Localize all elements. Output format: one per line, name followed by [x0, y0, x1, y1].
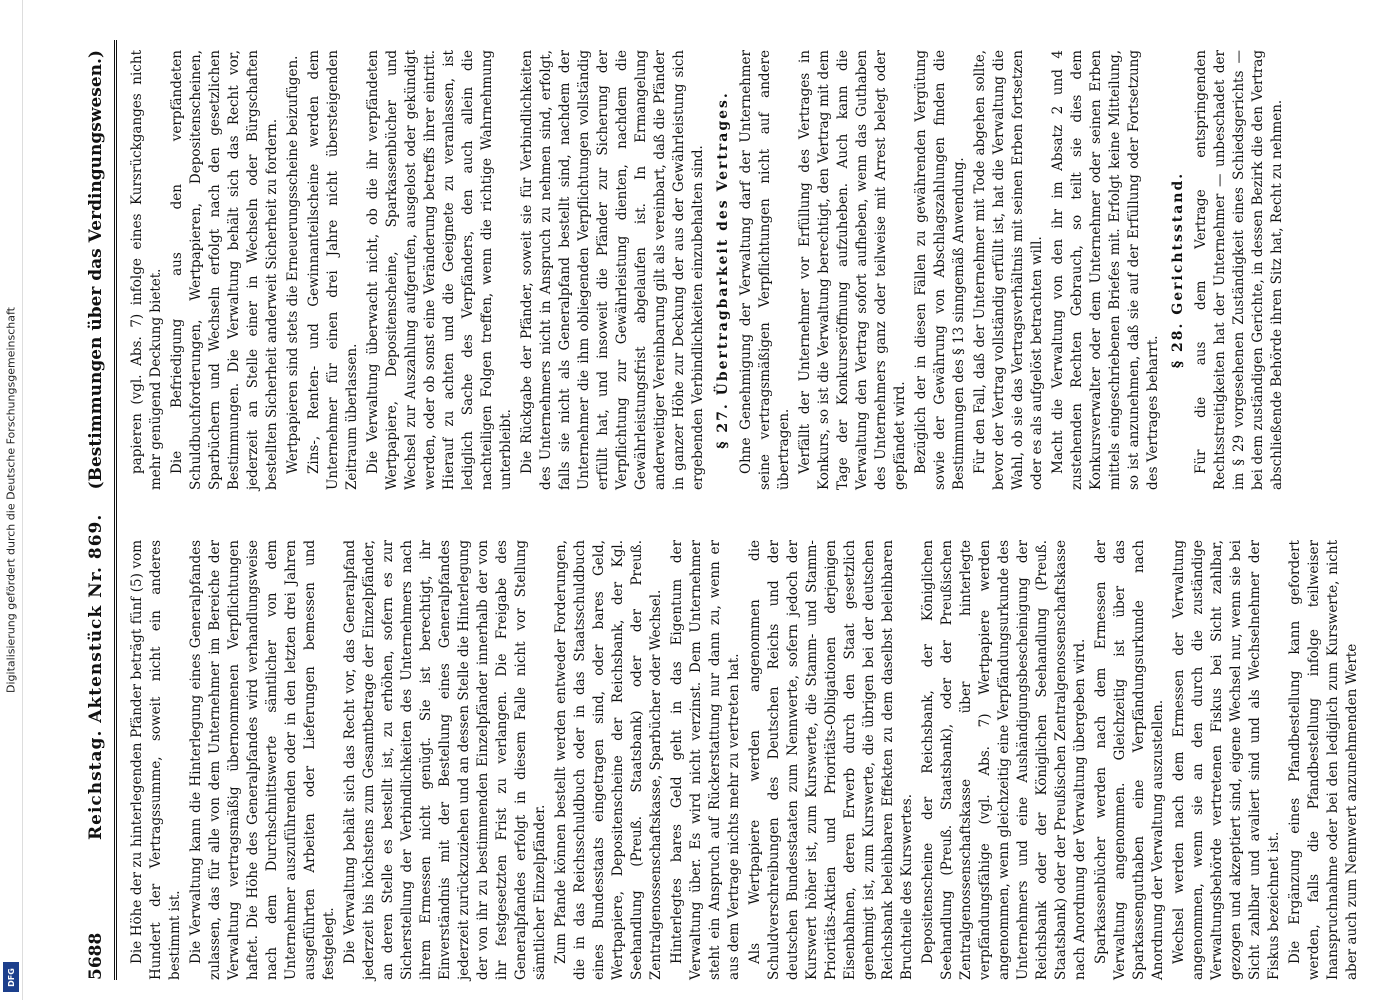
section-heading: § 28. Gerichtsstand. — [1170, 171, 1186, 369]
page-header — [80, 40, 117, 980]
paragraph: Die Höhe der zu hinterlegenden Pfänder beträgt fünf (5) vom Hundert der Vertragssumme, soweit nicht ein anderes bestimmt ist. — [129, 540, 183, 980]
paragraph: Zum Pfande können bestellt werden entweder Forderungen, die in das Reichsschuldbuch oder in das Staatsschuldbuch eines Bundesstaats eingetragen sind, oder bares Geld, Wertpapiere, Depositenscheine der Reichsbank, der Kgl. Seehandlung (Preuß. Staatsbank) oder der Preuß. Zentralgenossenschaftskasse, Sparbücher oder Wechsel. — [553, 540, 664, 980]
paragraph: Ohne Genehmigung der Verwaltung darf der Unternehmer seine vertragsmäßigen Verpflichtungen nicht auf andere übertragen. — [738, 50, 792, 490]
section-heading: § 27. Übertragbarkeit des Vertrages. — [715, 91, 731, 449]
paragraph: Wechsel werden nach dem Ermessen der Verwaltung angenommen, wenn sie an den durch die zuständige Verwaltungsbehörde vertretenen Fiskus bei Sicht zahlbar, gezogen und akzeptiert sind, eigene Wechsel nur, wenn sie bei Sicht zahlbar und avaliert sind und als Wechselnehmer der Fiskus bezeichnet ist. — [1171, 540, 1282, 980]
page-number: 5688 — [86, 932, 106, 980]
paragraph: Die Ergänzung eines Pfandbestellung kann gefordert werden, falls die Pfandbestellung infolge teilweiser Inanspruchnahme oder bei den lediglich zum Kurswerte, nicht aber auch zum Nennwert anzunehmenden Werte — [1287, 540, 1360, 980]
paragraph: papieren (vgl. Abs. 7) infolge eines Kursrückganges nicht mehr genügend Deckung bietet. — [129, 50, 164, 490]
page-title: Reichstag. Aktenstück Nr. 869. — [86, 513, 106, 840]
paragraph: Die Verwaltung behält sich das Recht vor, das Generalpfand jederzeit bis höchstens zum Gesamtbetrage der Einzelpfänder, an deren Stelle es bestellt ist, zu erhöhen, sofern es zur Sicherstellung der Verbindlichkeiten des Unternehmers nach ihrem Ermessen nicht genügt. Sie ist berechtigt, ihr Einverständnis mit der Bestellung eines Generalpfandes jederzeit zurückzuziehen und an dessen Stelle die Hinterlegung der von ihr zu bestimmenden Einzelpfänder innerhalb der von ihr festgesetzten Frist zu verlangen. Die Freigabe des Generalpfandes erfolgt in diesem Falle nicht vor Stellung sämtlicher Einzelpfänder. — [342, 540, 548, 980]
paragraph: Hinterlegtes bares Geld geht in das Eigentum der Verwaltung über. Es wird nicht verzinst. Dem Unternehmer steht ein Anspruch auf Rückerstattung nur dann zu, wenn er aus dem Vertrage nichts mehr zu vertreten hat. — [669, 540, 742, 980]
paragraph: Sparkassenbücher werden nach dem Ermessen der Verwaltung angenommen. Gleichzeitig ist über das Sparkassenguthaben eine Verpfändungsurkunde nach Anordnung der Verwaltung auszustellen. — [1093, 540, 1166, 980]
paragraph: Die Befriedigung aus den verpfändeten Schuldbuchforderungen, Wertpapieren, Depositenscheinen, Sparbüchern und Wechseln erfolgt nach den gesetzlichen Bestimmungen. Die Verwaltung behält sich das Recht vor, jederzeit an Stelle einer in Wechseln oder Bürgschaften bestellten Sicherheit anderweit Sicherheit zu fordern. — [169, 50, 280, 490]
dfg-logo: DFG — [3, 962, 19, 992]
paragraph: Zins-, Renten- und Gewinnanteilscheine werden dem Unternehmer für einen drei Jahre nicht übersteigenden Zeitraum überlassen. — [306, 50, 360, 490]
paragraph: Die Verwaltung überwacht nicht, ob die ihr verpfändeten Wertpapiere, Depositenscheine, Sparkassenbücher und Wechsel zur Auszahlung aufgerufen, ausgelost oder gekündigt werden, oder ob sonst eine Veränderung betreffs ihrer eintritt. Hierauf zu achten und die Geeignete zu veranlassen, ist lediglich Sache des Verpfänders, den auch allein die nachteiligen Folgen treffen, wenn die richtige Wahrnehmung unterbleibt. — [365, 50, 514, 490]
paragraph: Für die aus dem Vertrage entspringenden Rechtsstreitigkeiten hat der Unternehmer — unbeschadet der im § 29 vorgesehenen Zuständigkeit eines Schiedsgerichts — bei dem zuständigen Gerichte, in dessen Bezirk die den Vertrag abschließende Behörde ihren Sitz hat, Recht zu nehmen. — [1193, 50, 1285, 490]
paragraph: Als Wertpapiere werden angenommen die Schuldverschreibungen des Deutschen Reichs und der deutschen Bundesstaaten zum Nennwerte, sofern jedoch der Kurswert höher ist, zum Kurswerte, die Stamm- und Stamm-Prioritäts-Aktien und Prioritäts-Obligationen derjenigen Eisenbahnen, deren Erwerb durch den Staat gesetzlich genehmigt ist, zum Kurswerte, die übrigen bei der deutschen Reichsbank beleihbaren Effekten zu dem daselbst beleihbaren Bruchteile des Kurswertes. — [747, 540, 915, 980]
sidebar — [0, 0, 23, 1000]
page-topic: (Bestimmungen über das Verdingungswesen.) — [86, 50, 106, 490]
rotated-page — [80, 40, 1360, 980]
paragraph: Wertpapieren sind stets die Erneuerungsscheine beizufügen. — [285, 55, 301, 474]
paragraph: Depositenscheine der Reichsbank, der Königlichen Seehandlung (Preuß. Staatsbank), oder der Preußischen Zentralgenossenschaftskasse über hinterlegte verpfändungsfähige (vgl. Abs. 7) Wertpapiere werden angenommen, wenn gleichzeitig eine Verpfändungsurkunde des Unternehmers und eine Aushändigungsbescheinigung der Reichsbank oder der Königlichen Seehandlung (Preuß. Staatsbank) oder der Preußischen Zentralgenossenschaftskasse nach Anordnung der Verwaltung übergeben wird. — [920, 540, 1088, 980]
paragraph: Macht die Verwaltung von den ihr im Absatz 2 und 4 zustehenden Rechten Gebrauch, so teilt sie dies dem Konkursverwalter oder dem Unternehmer oder seinen Erben mittels eingeschriebenen Briefes mit. Erfolgt keine Mitteilung, so ist anzunehmen, daß sie auf der Erfüllung oder Fortsetzung des Vertrages beharrt. — [1050, 50, 1161, 490]
right-column — [128, 50, 1285, 490]
digitization-credit: Digitalisierung gefördert durch die Deutsche Forschungsgemeinschaft — [4, 307, 18, 693]
paragraph: Die Rückgabe der Pfänder, soweit sie für Verbindlichkeiten des Unternehmers nicht in Anspruch zu nehmen sind, erfolgt, falls sie nicht als Generalpfand bestellt sind, nachdem der Unternehmer die ihm obliegenden Verpflichtungen vollständig erfüllt hat, und insoweit die Pfänder zur Sicherung der Verpflichtung zur Gewährleistung dienten, nachdem die Gewährleistungsfrist abgelaufen ist. In Ermangelung anderweitiger Vereinbarung gilt als vereinbart, daß die Pfänder in ganzer Höhe zur Deckung der aus der Gewährleistung sich ergebenden Verbindlichkeiten einzubehalten sind. — [519, 50, 706, 490]
paragraph: Die Verwaltung kann die Hinterlegung eines Generalpfandes zulassen, das für alle von dem Unternehmer im Bereiche der Verwaltung vertragsmäßig übernommenen Verpflichtungen haftet. Die Höhe des Generalpfandes wird verhandlungsweise nach dem Durchschnittswerte sämtlicher von dem Unternehmer auszuführenden oder in den letzten drei Jahren ausgeführten Arbeiten oder Lieferungen bemessen und festgelegt. — [188, 540, 337, 980]
paragraph: Verfällt der Unternehmer vor Erfüllung des Vertrages in Konkurs, so ist die Verwaltung berechtigt, den Vertrag mit dem Tage der Konkurseröffnung aufzuheben. Auch kann die Verwaltung den Vertrag sofort aufheben, wenn das Guthaben des Unternehmers ganz oder teilweise mit Arrest belegt oder gepfändet wird. — [797, 50, 908, 490]
paragraph: Für den Fall, daß der Unternehmer mit Tode abgehen sollte, bevor der Vertrag vollständig erfüllt ist, hat die Verwaltung die Wahl, ob sie das Vertragsverhältnis mit seinen Erben fortsetzen oder es als aufgelöst betrachten will. — [972, 50, 1045, 490]
paragraph: Bezüglich der in diesen Fällen zu gewährenden Vergütung sowie der Gewährung von Abschlagszahlungen finden die Bestimmungen des § 13 sinngemäß Anwendung. — [913, 50, 967, 490]
left-column — [128, 540, 1360, 980]
